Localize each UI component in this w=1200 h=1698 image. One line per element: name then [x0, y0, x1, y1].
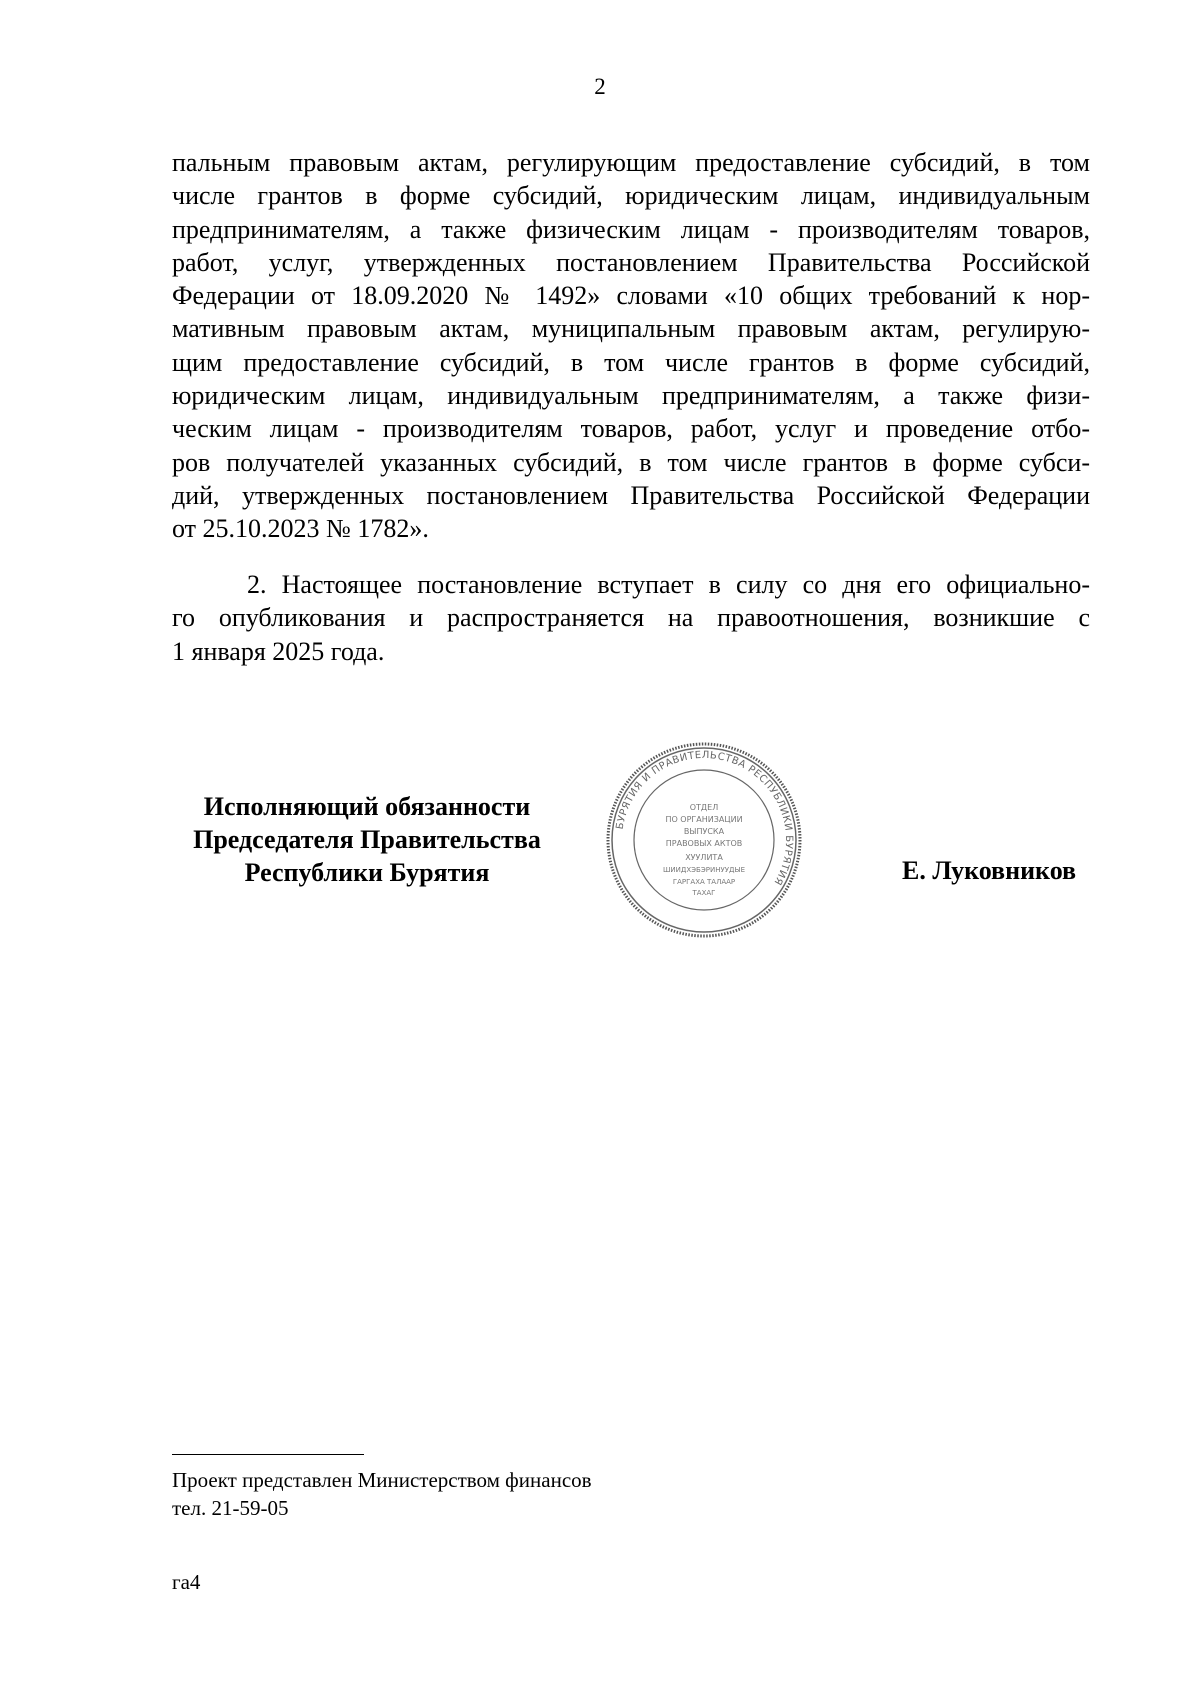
paragraph-1-line: пальным правовым актам, регулирующим предоставление субсидий, в том: [172, 148, 1090, 177]
paragraph-1: [172, 146, 1090, 546]
svg-text:ГАРГАХА ТАЛААР: ГАРГАХА ТАЛААР: [672, 878, 736, 886]
paragraph-1-line: числе грантов в форме субсидий, юридическим лицам, индивидуальным: [172, 181, 1090, 211]
svg-text:ВЫПУСКА: ВЫПУСКА: [683, 827, 725, 836]
paragraph-2-line: го опубликования и распространяется на правоотношения, возникшие с: [172, 603, 1090, 633]
signature-title-line: Председателя Правительства: [193, 825, 541, 854]
svg-text:ПО ОРГАНИЗАЦИИ: ПО ОРГАНИЗАЦИИ: [665, 815, 743, 824]
paragraph-2-line: 2. Настоящее постановление вступает в силу со дня его официально-: [247, 570, 1090, 599]
svg-text:ТАХАГ: ТАХАГ: [692, 889, 716, 897]
footnote: [172, 1466, 592, 1522]
svg-text:ОТДЕЛ: ОТДЕЛ: [689, 803, 719, 812]
paragraph-1-line: от 25.10.2023 № 1782».: [172, 514, 429, 544]
signature-title: [172, 790, 562, 889]
footnote-line-2: тел. 21-59-05: [172, 1496, 289, 1520]
svg-text:ШИИДХЭБЭРИНУУДЫЕ: ШИИДХЭБЭРИНУУДЫЕ: [662, 866, 746, 874]
stamp-inner-text: [663, 803, 745, 897]
footnote-line-1: Проект представлен Министерством финансов: [172, 1468, 592, 1492]
signature-title-line: Исполняющий обязанности: [203, 792, 531, 821]
svg-text:ПРАВОВЫХ АКТОВ: ПРАВОВЫХ АКТОВ: [665, 839, 743, 848]
paragraph-1-line: щим предоставление субсидий, в том числе грантов в форме субсидий,: [172, 347, 1090, 377]
official-stamp: [604, 740, 804, 940]
paragraph-2: [172, 568, 1090, 668]
paragraph-1-line: Федерации от 18.09.2020 № 1492» словами «10 общих требований к нор-: [172, 281, 1090, 311]
paragraph-1-line: мативным правовым актам, муниципальным правовым актам, регулирую-: [172, 314, 1090, 344]
paragraph-1-line: ров получателей указанных субсидий, в том числе грантов в форме субси-: [172, 447, 1090, 477]
signer-name: Е. Луковников: [902, 856, 1077, 885]
footnote-divider: [172, 1454, 364, 1455]
paragraph-2-line: 1 января 2025 года.: [172, 636, 385, 666]
paragraph-1-line: юридическим лицам, индивидуальным предпринимателям, а также физи-: [172, 381, 1090, 411]
document-code: га4: [172, 1570, 201, 1594]
paragraph-1-line: дий, утвержденных постановлением Правительства Российской Федерации: [172, 480, 1090, 510]
page-number: 2: [594, 74, 606, 99]
svg-text:ХУУЛИТА: ХУУЛИТА: [685, 853, 723, 862]
signature-title-line: Республики Бурятия: [244, 858, 490, 887]
paragraph-1-line: ческим лицам - производителям товаров, работ, услуг и проведение отбо-: [172, 414, 1090, 444]
paragraph-1-line: предпринимателям, а также физическим лицам - производителям товаров,: [172, 214, 1090, 244]
paragraph-1-line: работ, услуг, утвержденных постановлением Правительства Российской: [172, 247, 1090, 277]
stamp-outer-text: БУРЯТИЯ И ПРАВИТЕЛЬСТВА РЕСПУБЛИКИ БУРЯТИЯ: [614, 749, 795, 887]
